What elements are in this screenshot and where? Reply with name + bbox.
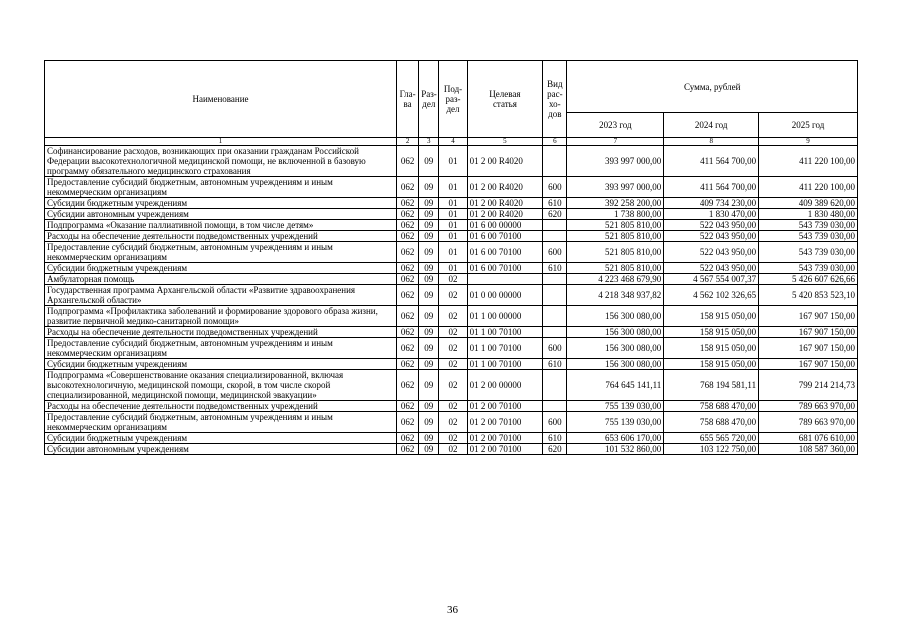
row-amount-2025: 167 907 150,00: [759, 327, 858, 338]
row-vid: [543, 285, 567, 306]
row-tselevaya: 01 1 00 70100: [467, 359, 543, 370]
table-row: [45, 412, 858, 433]
row-glava: 062: [397, 209, 419, 220]
row-podrazdel: 01: [439, 177, 467, 198]
row-razdel: 09: [419, 338, 439, 359]
row-amount-2023: 521 805 810,00: [567, 263, 664, 274]
table-row: [45, 444, 858, 455]
row-amount-2023: 101 532 860,00: [567, 444, 664, 455]
table-row: [45, 401, 858, 412]
row-tselevaya: 01 2 00 R4020: [467, 146, 543, 177]
row-razdel: 09: [419, 401, 439, 412]
row-amount-2024: 158 915 050,00: [664, 359, 759, 370]
row-glava: 062: [397, 285, 419, 306]
row-amount-2024: 1 830 470,00: [664, 209, 759, 220]
row-vid: 610: [543, 198, 567, 209]
row-amount-2024: 103 122 750,00: [664, 444, 759, 455]
column-number: 8: [664, 138, 759, 146]
table-row: [45, 231, 858, 242]
table-row: [45, 285, 858, 306]
row-tselevaya: 01 6 00 70100: [467, 242, 543, 263]
row-tselevaya: 01 2 00 R4020: [467, 177, 543, 198]
header-razdel: Раз- дел: [419, 61, 439, 138]
table-row: [45, 306, 858, 327]
row-amount-2025: 167 907 150,00: [759, 306, 858, 327]
row-amount-2024: 655 565 720,00: [664, 433, 759, 444]
row-name: Субсидии бюджетным учреждениям: [45, 198, 397, 209]
row-amount-2023: 764 645 141,11: [567, 370, 664, 401]
row-podrazdel: 01: [439, 146, 467, 177]
row-amount-2024: 409 734 230,00: [664, 198, 759, 209]
row-amount-2023: 156 300 080,00: [567, 338, 664, 359]
column-number: 7: [567, 138, 664, 146]
row-amount-2025: 789 663 970,00: [759, 401, 858, 412]
row-razdel: 09: [419, 359, 439, 370]
row-amount-2023: 1 738 800,00: [567, 209, 664, 220]
row-glava: 062: [397, 338, 419, 359]
row-glava: 062: [397, 242, 419, 263]
header-glava: Гла- ва: [397, 61, 419, 138]
row-amount-2025: 167 907 150,00: [759, 359, 858, 370]
row-amount-2024: 158 915 050,00: [664, 306, 759, 327]
row-razdel: 09: [419, 263, 439, 274]
page-number: 36: [447, 604, 458, 616]
row-razdel: 09: [419, 285, 439, 306]
table-row: [45, 198, 858, 209]
row-name: Подпрограмма «Профилактика заболеваний и формирование здорового образа жизни, развитие первичной медико-санитарной помощи»: [45, 306, 397, 327]
row-tselevaya: 01 1 00 70100: [467, 327, 543, 338]
row-amount-2023: 156 300 080,00: [567, 359, 664, 370]
row-podrazdel: 01: [439, 231, 467, 242]
row-razdel: 09: [419, 220, 439, 231]
header-podrazdel: Под- раз- дел: [439, 61, 467, 138]
table-row: [45, 209, 858, 220]
row-amount-2023: 521 805 810,00: [567, 220, 664, 231]
row-amount-2024: 158 915 050,00: [664, 338, 759, 359]
row-name: Субсидии бюджетным учреждениям: [45, 359, 397, 370]
row-razdel: 09: [419, 274, 439, 285]
table-row: [45, 177, 858, 198]
row-razdel: 09: [419, 433, 439, 444]
row-amount-2024: 411 564 700,00: [664, 146, 759, 177]
row-razdel: 09: [419, 146, 439, 177]
row-amount-2025: 681 076 610,00: [759, 433, 858, 444]
table-body: [45, 146, 858, 455]
row-glava: 062: [397, 231, 419, 242]
row-name: Субсидии автономным учреждениям: [45, 209, 397, 220]
row-razdel: 09: [419, 306, 439, 327]
row-amount-2024: 158 915 050,00: [664, 327, 759, 338]
row-vid: 610: [543, 359, 567, 370]
row-amount-2025: 543 739 030,00: [759, 231, 858, 242]
table-row: [45, 220, 858, 231]
row-name: Государственная программа Архангельской области «Развитие здравоохранения Архангельской области»: [45, 285, 397, 306]
row-tselevaya: 01 2 00 R4020: [467, 198, 543, 209]
row-tselevaya: 01 6 00 00000: [467, 220, 543, 231]
row-name: Амбулаторная помощь: [45, 274, 397, 285]
row-amount-2023: 156 300 080,00: [567, 306, 664, 327]
row-tselevaya: 01 1 00 70100: [467, 338, 543, 359]
row-podrazdel: 01: [439, 220, 467, 231]
row-amount-2023: 755 139 030,00: [567, 412, 664, 433]
header-year-2025: 2025 год: [759, 113, 858, 138]
row-amount-2023: 393 997 000,00: [567, 146, 664, 177]
row-tselevaya: 01 2 00 00000: [467, 370, 543, 401]
row-amount-2024: 768 194 581,11: [664, 370, 759, 401]
row-name: Предоставление субсидий бюджетным, автономным учреждениям и иным некоммерческим организациям: [45, 338, 397, 359]
row-vid: [543, 231, 567, 242]
column-number: 4: [439, 138, 467, 146]
row-vid: 600: [543, 177, 567, 198]
row-razdel: 09: [419, 231, 439, 242]
row-amount-2023: 521 805 810,00: [567, 231, 664, 242]
row-amount-2024: 522 043 950,00: [664, 220, 759, 231]
row-razdel: 09: [419, 198, 439, 209]
row-amount-2025: 411 220 100,00: [759, 146, 858, 177]
row-glava: 062: [397, 370, 419, 401]
row-tselevaya: 01 2 00 70100: [467, 444, 543, 455]
row-vid: 610: [543, 433, 567, 444]
row-amount-2025: 1 830 480,00: [759, 209, 858, 220]
row-amount-2023: 392 258 200,00: [567, 198, 664, 209]
row-podrazdel: 02: [439, 306, 467, 327]
row-amount-2023: 393 997 000,00: [567, 177, 664, 198]
row-podrazdel: 02: [439, 412, 467, 433]
row-tselevaya: 01 6 00 70100: [467, 263, 543, 274]
row-glava: 062: [397, 220, 419, 231]
row-podrazdel: 02: [439, 285, 467, 306]
column-number-row: [45, 138, 858, 146]
row-glava: 062: [397, 274, 419, 285]
header-tselevaya: Целевая статья: [467, 61, 543, 138]
row-tselevaya: 01 2 00 70100: [467, 433, 543, 444]
header-vid: Вид рас- хо- дов: [543, 61, 567, 138]
row-name: Расходы на обеспечение деятельности подведомственных учреждений: [45, 231, 397, 242]
row-amount-2024: 411 564 700,00: [664, 177, 759, 198]
table-row: [45, 146, 858, 177]
row-podrazdel: 01: [439, 198, 467, 209]
header-year-2024: 2024 год: [664, 113, 759, 138]
table-row: [45, 327, 858, 338]
row-name: Предоставление субсидий бюджетным, автономным учреждениям и иным некоммерческим организациям: [45, 242, 397, 263]
row-tselevaya: 01 6 00 70100: [467, 231, 543, 242]
row-amount-2024: 522 043 950,00: [664, 263, 759, 274]
row-amount-2025: 411 220 100,00: [759, 177, 858, 198]
row-vid: 600: [543, 338, 567, 359]
row-vid: [543, 370, 567, 401]
table-row: [45, 242, 858, 263]
row-vid: [543, 220, 567, 231]
row-tselevaya: 01 2 00 70100: [467, 401, 543, 412]
row-glava: 062: [397, 401, 419, 412]
table-row: [45, 263, 858, 274]
row-amount-2023: 521 805 810,00: [567, 242, 664, 263]
row-tselevaya: 01 2 00 R4020: [467, 209, 543, 220]
row-podrazdel: 02: [439, 433, 467, 444]
row-vid: [543, 327, 567, 338]
row-vid: 620: [543, 444, 567, 455]
row-glava: 062: [397, 433, 419, 444]
column-number: 9: [759, 138, 858, 146]
row-name: Расходы на обеспечение деятельности подведомственных учреждений: [45, 401, 397, 412]
row-vid: [543, 274, 567, 285]
row-glava: 062: [397, 359, 419, 370]
row-vid: [543, 306, 567, 327]
header-summa: Сумма, рублей: [567, 61, 858, 113]
row-amount-2023: 4 218 348 937,82: [567, 285, 664, 306]
row-podrazdel: 01: [439, 242, 467, 263]
column-number: 3: [419, 138, 439, 146]
row-vid: 620: [543, 209, 567, 220]
table-row: [45, 274, 858, 285]
row-name: Подпрограмма «Совершенствование оказания специализированной, включая высокотехнологичную, медицинской помощи, скорой, в том числе скорой специализированной, медицинской помощи, медицинской эвакуации»: [45, 370, 397, 401]
row-podrazdel: 02: [439, 338, 467, 359]
row-amount-2024: 4 562 102 326,65: [664, 285, 759, 306]
row-podrazdel: 01: [439, 209, 467, 220]
row-razdel: 09: [419, 370, 439, 401]
row-amount-2025: 5 420 853 523,10: [759, 285, 858, 306]
row-razdel: 09: [419, 412, 439, 433]
row-amount-2025: 789 663 970,00: [759, 412, 858, 433]
row-razdel: 09: [419, 444, 439, 455]
row-glava: 062: [397, 327, 419, 338]
row-razdel: 09: [419, 209, 439, 220]
row-podrazdel: 02: [439, 370, 467, 401]
row-name: Предоставление субсидий бюджетным, автономным учреждениям и иным некоммерческим организациям: [45, 177, 397, 198]
row-podrazdel: 02: [439, 327, 467, 338]
row-amount-2025: 799 214 214,73: [759, 370, 858, 401]
row-podrazdel: 02: [439, 359, 467, 370]
row-tselevaya: [467, 274, 543, 285]
row-vid: 600: [543, 242, 567, 263]
row-name: Подпрограмма «Оказание паллиативной помощи, в том числе детям»: [45, 220, 397, 231]
row-amount-2025: 543 739 030,00: [759, 242, 858, 263]
row-podrazdel: 02: [439, 401, 467, 412]
row-amount-2024: 522 043 950,00: [664, 242, 759, 263]
row-name: Субсидии бюджетным учреждениям: [45, 263, 397, 274]
row-amount-2024: 758 688 470,00: [664, 401, 759, 412]
row-podrazdel: 02: [439, 274, 467, 285]
row-glava: 062: [397, 306, 419, 327]
row-razdel: 09: [419, 242, 439, 263]
row-vid: [543, 146, 567, 177]
row-tselevaya: 01 2 00 70100: [467, 412, 543, 433]
row-vid: 600: [543, 412, 567, 433]
row-name: Субсидии автономным учреждениям: [45, 444, 397, 455]
row-vid: [543, 401, 567, 412]
row-amount-2025: 543 739 030,00: [759, 263, 858, 274]
row-name: Предоставление субсидий бюджетным, автономным учреждениям и иным некоммерческим организациям: [45, 412, 397, 433]
row-glava: 062: [397, 198, 419, 209]
row-amount-2023: 4 223 468 679,90: [567, 274, 664, 285]
row-amount-2024: 758 688 470,00: [664, 412, 759, 433]
table-row: [45, 370, 858, 401]
row-name: Расходы на обеспечение деятельности подведомственных учреждений: [45, 327, 397, 338]
row-amount-2024: 522 043 950,00: [664, 231, 759, 242]
row-glava: 062: [397, 263, 419, 274]
header-year-2023: 2023 год: [567, 113, 664, 138]
table-row: [45, 359, 858, 370]
row-amount-2025: 108 587 360,00: [759, 444, 858, 455]
row-tselevaya: 01 1 00 00000: [467, 306, 543, 327]
row-amount-2023: 755 139 030,00: [567, 401, 664, 412]
row-amount-2025: 543 739 030,00: [759, 220, 858, 231]
row-vid: 610: [543, 263, 567, 274]
column-number: 2: [397, 138, 419, 146]
row-amount-2023: 653 606 170,00: [567, 433, 664, 444]
budget-table: [44, 60, 858, 455]
row-glava: 062: [397, 146, 419, 177]
row-glava: 062: [397, 444, 419, 455]
table-row: [45, 433, 858, 444]
row-razdel: 09: [419, 327, 439, 338]
row-glava: 062: [397, 177, 419, 198]
row-podrazdel: 01: [439, 263, 467, 274]
column-number: 1: [45, 138, 397, 146]
row-amount-2023: 156 300 080,00: [567, 327, 664, 338]
row-amount-2025: 409 389 620,00: [759, 198, 858, 209]
table-row: [45, 338, 858, 359]
column-number: 5: [467, 138, 543, 146]
row-amount-2025: 167 907 150,00: [759, 338, 858, 359]
row-tselevaya: 01 0 00 00000: [467, 285, 543, 306]
row-razdel: 09: [419, 177, 439, 198]
row-glava: 062: [397, 412, 419, 433]
header-name: Наименование: [45, 61, 397, 138]
row-name: Субсидии бюджетным учреждениям: [45, 433, 397, 444]
row-amount-2024: 4 567 554 007,37: [664, 274, 759, 285]
row-name: Софинансирование расходов, возникающих при оказании гражданам Российской Федерации высокотехнологичной медицинской помощи, не включенной в базовую программу обязательного медицинского страхования: [45, 146, 397, 177]
column-number: 6: [543, 138, 567, 146]
row-amount-2025: 5 426 607 626,66: [759, 274, 858, 285]
row-podrazdel: 02: [439, 444, 467, 455]
